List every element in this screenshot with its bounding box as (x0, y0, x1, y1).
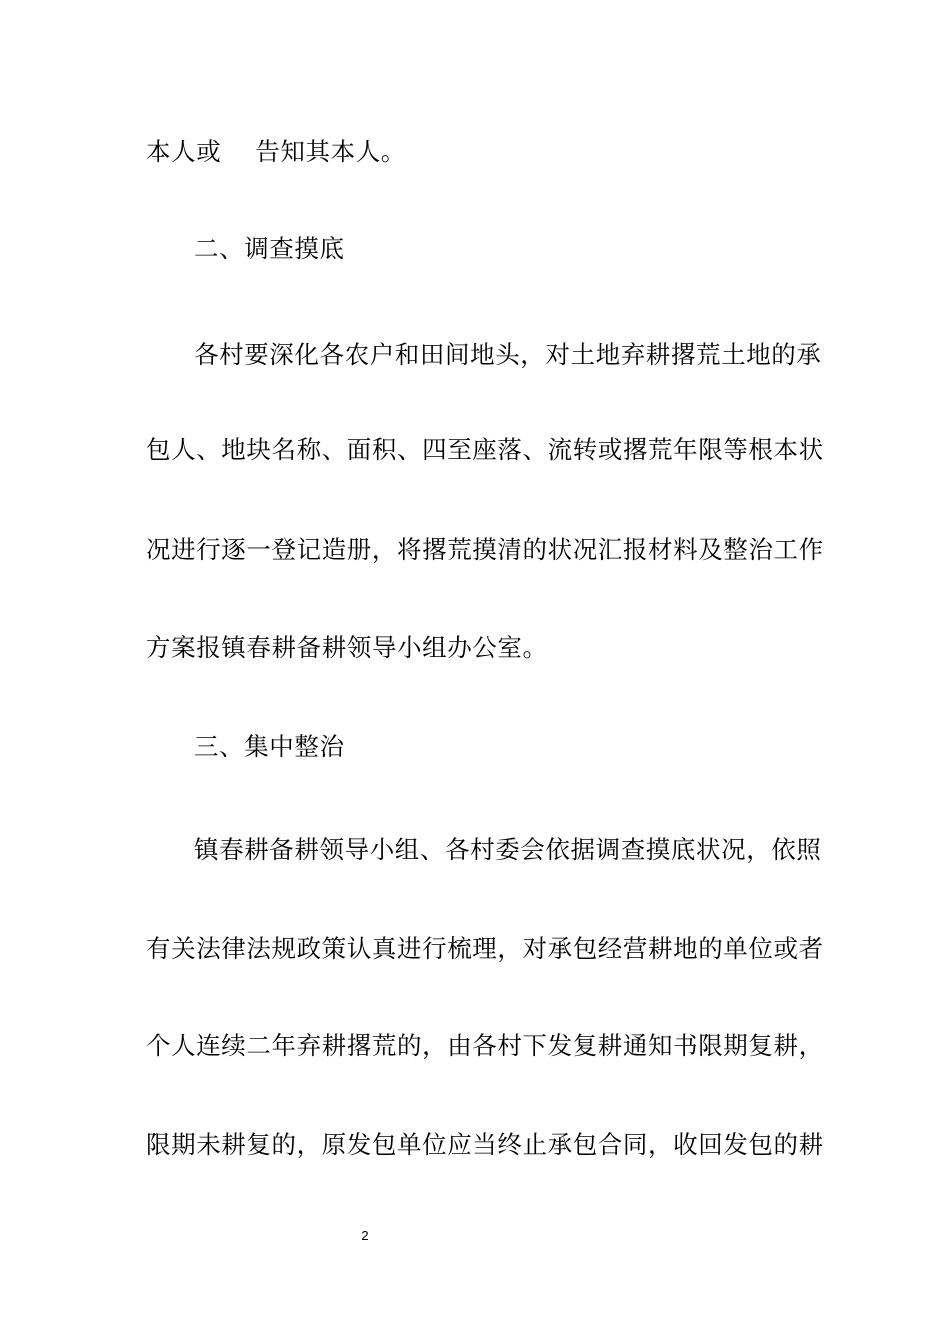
body-line: 各村要深化各农户和田间地头，对土地弃耕撂荒土地的承 (194, 340, 822, 369)
body-line: 包人、地块名称、面积、四至座落、流转或撂荒年限等根本状 (146, 435, 824, 464)
body-line: 方案报镇春耕备耕领导小组办公室。 (146, 633, 548, 662)
text-before-gap: 本人或 (146, 137, 222, 166)
body-line: 况进行逐一登记造册，将撂荒摸清的状况汇报材料及整治工作 (146, 535, 824, 564)
body-line: 限期未耕复的，原发包单位应当终止承包合同，收回发包的耕 (146, 1130, 824, 1159)
section-heading-investigation: 二、调查摸底 (194, 234, 345, 263)
page-number: 2 (361, 1228, 369, 1243)
body-line: 镇春耕备耕领导小组、各村委会依据调查摸底状况，依照 (194, 835, 822, 864)
body-line: 个人连续二年弃耕撂荒的，由各村下发复耕通知书限期复耕， (146, 1031, 824, 1060)
section-heading-rectification: 三、集中整治 (194, 732, 345, 761)
body-line: 有关法律法规政策认真进行梳理，对承包经营耕地的单位或者 (146, 934, 824, 963)
paragraph-continuation-line (146, 136, 806, 168)
text-after-gap: 告知其本人。 (255, 137, 406, 166)
